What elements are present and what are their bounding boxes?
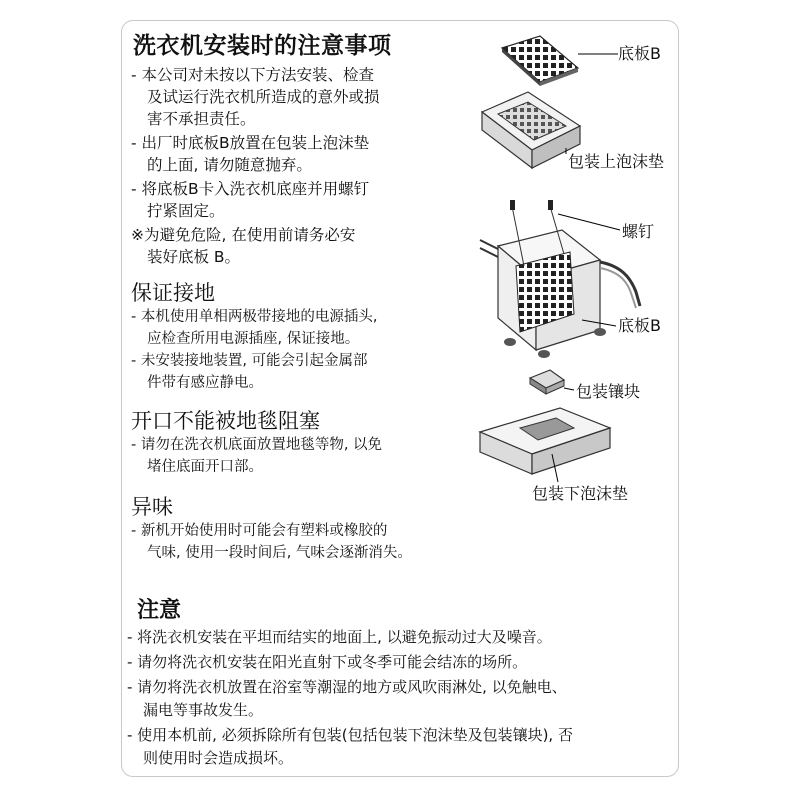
lower-foam-pad-icon (480, 408, 610, 474)
section-heading: 保证接地 (131, 281, 215, 305)
list-item: - 请勿在洗衣机底面放置地毯等物, 以免 堵住底面开口部。 (131, 437, 383, 475)
installation-diagram (470, 30, 670, 510)
label-packing-insert: 包装镶块 (576, 382, 641, 401)
list-item: - 出厂时底板B放置在包装上泡沫垫 的上面, 请勿随意抛弃。 (131, 134, 370, 174)
section-heading: 异味 (131, 495, 173, 519)
installation-notes (131, 30, 471, 564)
list-item: - 将底板B卡入洗衣机底座并用螺钉 拧紧固定。 (131, 180, 370, 220)
list-item: - 新机开始使用时可能会有塑料或橡胶的 气味, 使用一段时间后, 气味会逐渐消失。 (131, 523, 412, 561)
list-item: - 本公司对未按以下方法安装、检查 及试运行洗衣机所造成的意外或损 害不承担责任。 (131, 66, 380, 128)
section-grounding (131, 280, 471, 394)
list-item: - 请勿将洗衣机放置在浴室等潮湿的地方或风吹雨淋处, 以免触电、 漏电等事故发生。 (127, 678, 567, 719)
list-item: - 将洗衣机安装在平坦而结实的地面上, 以避免振动过大及噪音。 (127, 628, 552, 646)
section-heading: 开口不能被地毯阻塞 (131, 409, 320, 433)
notice-heading: 注意 (137, 598, 182, 623)
packing-insert-icon (530, 370, 564, 394)
label-base-plate-b-installed: 底板B (618, 316, 661, 335)
section-odor (131, 494, 471, 564)
list-item: - 使用本机前, 必须拆除所有包装(包括包装下泡沫垫及包装镶块), 否 则使用时会造成损坏。 (127, 726, 573, 767)
intro-list (131, 64, 471, 268)
list-item: - 未安装接地装置, 可能会引起金属部 件带有感应静电。 (131, 353, 368, 391)
washer-base-icon (480, 230, 640, 358)
label-screw: 螺钉 (622, 222, 655, 241)
list-item: - 本机使用单相两极带接地的电源插头, 应检查所用电源插座, 保证接地。 (131, 309, 378, 347)
base-plate-b-icon (502, 36, 578, 86)
page-title: 洗衣机安装时的注意事项 (133, 33, 392, 59)
section-carpet (131, 408, 471, 478)
warning-item: ※为避免危险, 在使用前请务必安 装好底板 B。 (131, 226, 356, 266)
list-item: - 请勿将洗衣机安装在阳光直射下或冬季可能会结冻的场所。 (127, 653, 528, 671)
label-base-plate-b: 底板B (618, 44, 661, 63)
label-upper-foam-pad: 包装上泡沫垫 (568, 152, 665, 171)
label-lower-foam-pad: 包装下泡沫垫 (532, 484, 629, 503)
upper-foam-pad-icon (482, 92, 580, 168)
notice-section (127, 596, 675, 770)
